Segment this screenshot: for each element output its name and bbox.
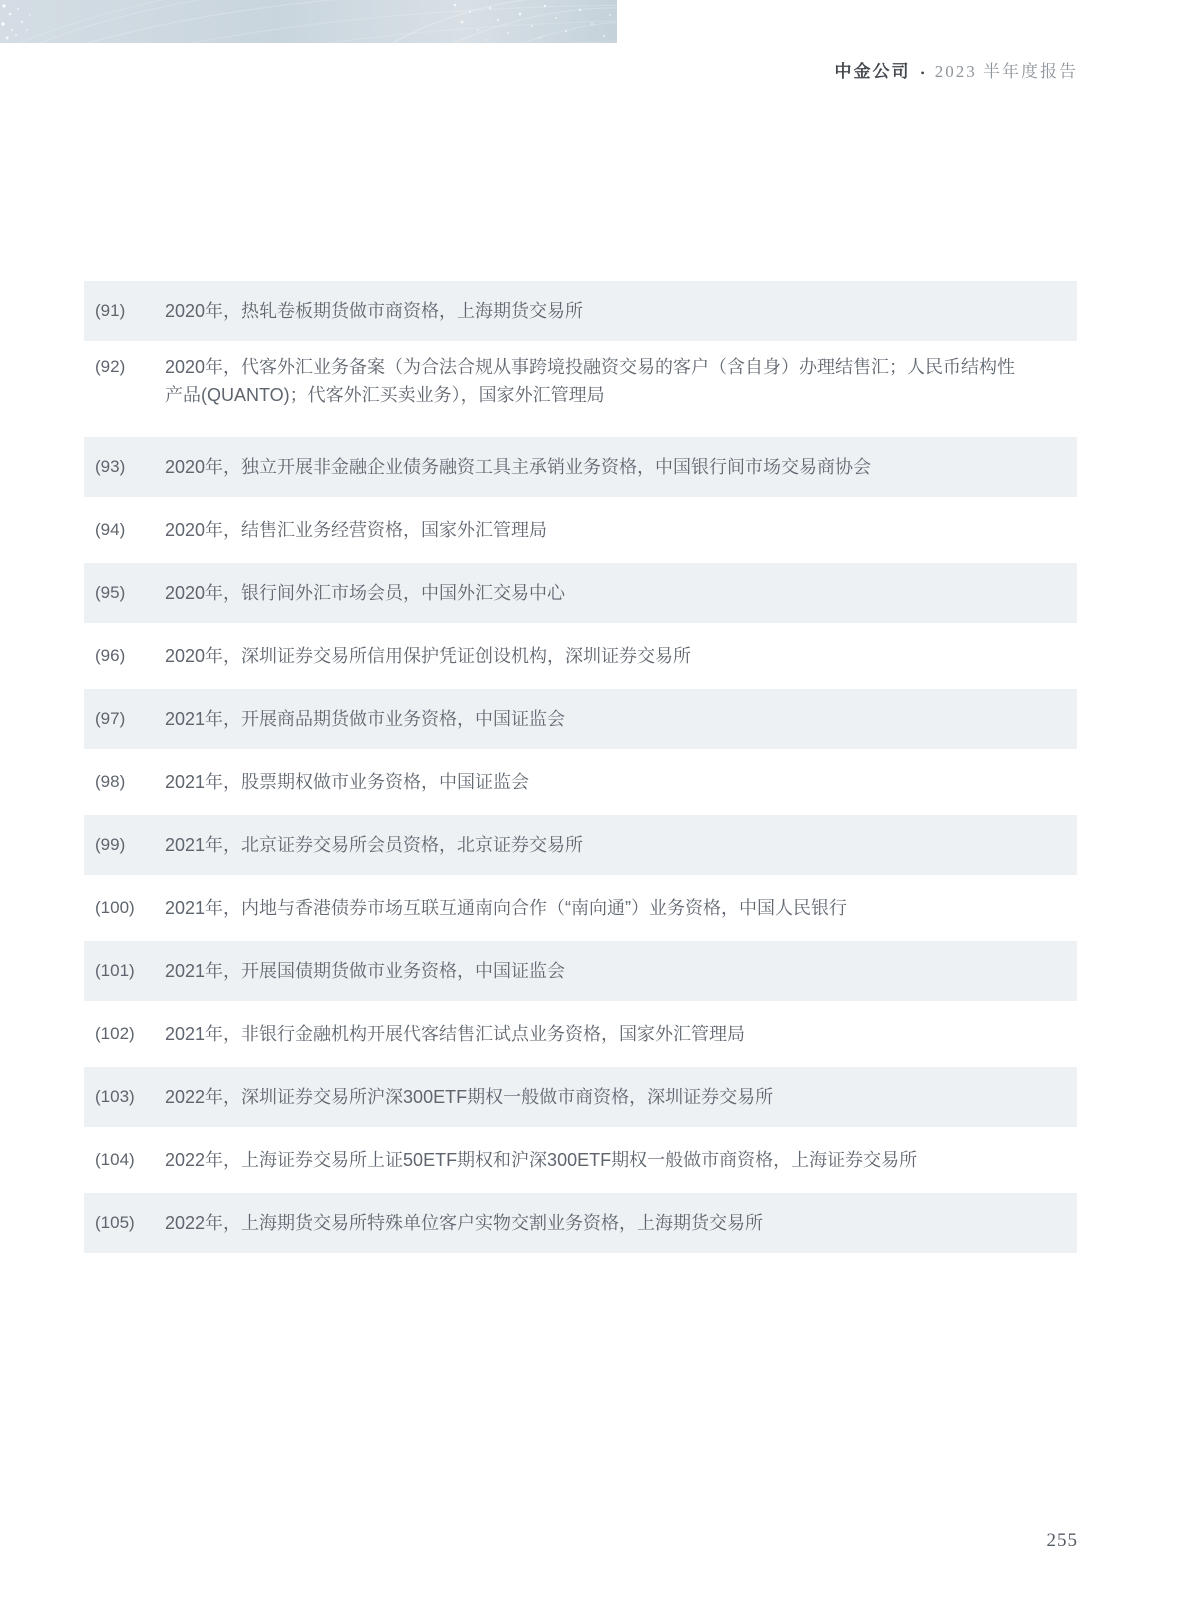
item-number: (92) xyxy=(95,357,126,376)
item-text: 2022年，深圳证券交易所沪深300ETF期权一般做市商资格，深圳证券交易所 xyxy=(165,1087,774,1107)
item-number: (101) xyxy=(95,961,135,980)
bullet-separator-icon: • xyxy=(920,66,925,80)
item-number: (98) xyxy=(95,772,126,791)
item-text: 2021年，内地与香港债券市场互联互通南向合作（“南向通”）业务资格，中国人民银行 xyxy=(165,898,848,918)
item-text: 2021年，开展商品期货做市业务资格，中国证监会 xyxy=(165,709,566,729)
item-text: 2020年，深圳证券交易所信用保护凭证创设机构，深圳证券交易所 xyxy=(165,646,692,666)
list-item xyxy=(84,344,1077,434)
list-item xyxy=(84,1130,1077,1190)
list-item xyxy=(84,689,1077,749)
item-text: 2021年，开展国债期货做市业务资格，中国证监会 xyxy=(165,961,566,981)
item-number: (104) xyxy=(95,1150,135,1169)
item-number: (103) xyxy=(95,1087,135,1106)
item-number: (96) xyxy=(95,646,126,665)
list-item xyxy=(84,1004,1077,1064)
item-number: (99) xyxy=(95,835,126,854)
list-item xyxy=(84,500,1077,560)
item-number: (97) xyxy=(95,709,126,728)
item-text: 2020年，热轧卷板期货做市商资格，上海期货交易所 xyxy=(165,301,584,321)
item-text: 2020年，银行间外汇市场会员，中国外汇交易中心 xyxy=(165,583,566,603)
item-number: (94) xyxy=(95,520,126,539)
item-text: 2021年，北京证券交易所会员资格，北京证券交易所 xyxy=(165,835,584,855)
item-text: 2020年，结售汇业务经营资格，国家外汇管理局 xyxy=(165,520,548,540)
report-title: 2023 半年度报告 xyxy=(934,62,1078,81)
item-text: 2022年，上海期货交易所特殊单位客户实物交割业务资格，上海期货交易所 xyxy=(165,1213,764,1233)
item-number: (93) xyxy=(95,457,126,476)
report-header xyxy=(835,60,1078,85)
company-name: 中金公司 xyxy=(834,62,911,81)
item-text: 2021年，非银行金融机构开展代客结售汇试点业务资格，国家外汇管理局 xyxy=(165,1024,746,1044)
item-number: (102) xyxy=(95,1024,135,1043)
list-item xyxy=(84,941,1077,1001)
banner-texture-graphic xyxy=(0,0,617,43)
list-item xyxy=(84,752,1077,812)
list-item xyxy=(84,1067,1077,1127)
item-number: (95) xyxy=(95,583,126,602)
item-text: 2020年，独立开展非金融企业债务融资工具主承销业务资格，中国银行间市场交易商协会 xyxy=(165,457,872,477)
item-number: (105) xyxy=(95,1213,135,1232)
page-number: 255 xyxy=(1046,1530,1078,1551)
list-item xyxy=(84,563,1077,623)
list-item xyxy=(84,815,1077,875)
list-item xyxy=(84,878,1077,938)
list-item xyxy=(84,1193,1077,1253)
item-text: 2020年，代客外汇业务备案（为合法合规从事跨境投融资交易的客户（含自身）办理结售汇；人民币结构性产品(QUANTO)；代客外汇买卖业务），国家外汇管理局 xyxy=(165,357,1016,405)
qualification-list xyxy=(84,281,1077,1256)
item-text: 2022年，上海证券交易所上证50ETF期权和沪深300ETF期权一般做市商资格，上海证券交易所 xyxy=(165,1150,918,1170)
list-item xyxy=(84,281,1077,341)
item-number: (91) xyxy=(95,301,126,320)
list-item xyxy=(84,626,1077,686)
list-item xyxy=(84,437,1077,497)
item-number: (100) xyxy=(95,898,135,917)
item-text: 2021年，股票期权做市业务资格，中国证监会 xyxy=(165,772,530,792)
decorative-banner xyxy=(0,0,617,43)
